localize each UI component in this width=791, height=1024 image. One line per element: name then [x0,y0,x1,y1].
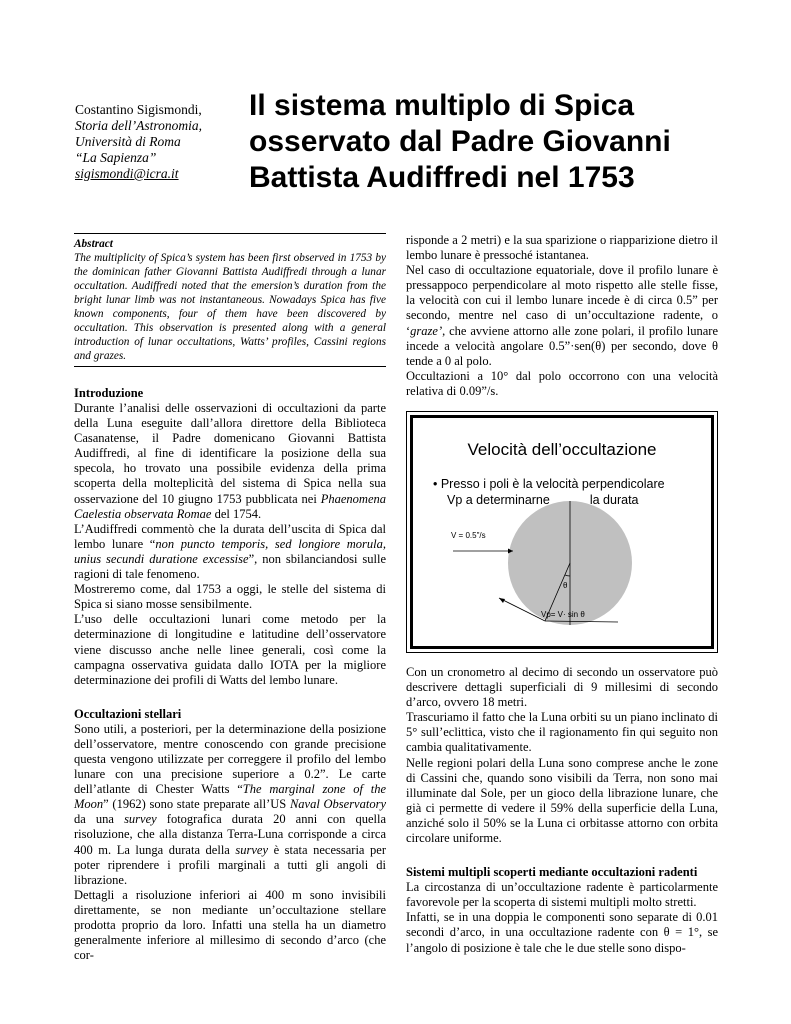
occultazioni-paragraph-2: Dettagli a risoluzione inferiori ai 400 m sono invisibili direttamente, se non mediante un’occultazione stellare prodotta proprio da loro. Infatti una stella ha un diametro generalmente inferiore al millesimo di secondo d’arco (che cor- [74,887,386,963]
right-paragraph-6: Nelle regioni polari della Luna sono comprese anche le zone di Cassini che, quando sono visibili da Terra, non sono mai illuminate dal Sole, per un gioco della librazione lunare, che già ci permette di vedere il 59% della superficie della Luna, anziché solo il 50% se la Luna ci orbitasse attorno con orbita circolare uniforme. [406,755,718,846]
right-column-bottom [406,665,718,956]
velocity-label: V = 0.5"/s [451,531,486,540]
right-paragraph-3: Occultazioni a 10° dal polo occorrono con una velocità relativa di 0.09”/s. [406,368,718,398]
abstract [74,233,386,367]
left-column [74,233,386,963]
section-heading-occultazioni: Occultazioni stellari [74,706,182,721]
author-university: Università di Roma [75,134,181,149]
theta-label: θ [563,581,568,590]
abstract-text: The multiplicity of Spica’s system has been first observed in 1753 by the dominican father Giovanni Battista Audiffredi through a lunar occultation. Audiffredi noted that the emersion’s duration from the bright lunar limb was not instantaneous. Nowadays Spica has five known components, four of them have been discovered by occultation. This observation is presented along with a general introduction of lunar occultations, Watts’ profiles, Cassini regions and grazes. [74,252,386,362]
vp-arrowhead [499,598,505,603]
occultazioni-paragraph-1: Sono utili, a posteriori, per la determinazione della posizione dell’osservatore, mentre conoscendo con grande precisione questa vengono utilizzate per correggere il profilo del lembo lunare con una precisione superiore a 0.2”. Le carte dell’atlante di Chester Watts “The marginal zone of the Moon” (1962) sono state preparate all’US Naval Observatory da una survey fotografica durata 20 anni con quella risoluzione, che alla distanza Terra-Luna corrisponde a circa 400 m. La lunga durata della survey è stata necessaria per poter riprendere i profili marginali a tutti gli angoli di librazione. [74,721,387,887]
paper-title: Il sistema multiplo di Spica osservato dal Padre Giovanni Battista Audiffredi nel 1753 [249,89,671,194]
slide-title: Velocità dell’occultazione [467,440,657,459]
right-column-top [406,233,718,399]
right-paragraph-4: Con un cronometro al decimo di secondo un osservatore può descrivere dettagli superficiali di 9 millesimi di secondo d’arco, ovvero 18 metri. [406,665,718,710]
intro-paragraph-4: L’uso delle occultazioni lunari come metodo per la determinazione di longitudine e latitudine dell’osservatore viene discusso anche nelle linee generali, così come la campagna osservativa guidata dallo IOTA per la migliore determinazione dei profili di Watts del lembo lunare. [74,612,386,687]
slide-bullet-line-2: Vp a determinarne la durata [447,493,639,507]
slide-panel [410,415,714,649]
author-email-link[interactable]: sigismondi@icra.it [75,166,179,181]
right-paragraph-1: risponde a 2 metri) e la sua sparizione o riapparizione dietro il lembo lunare è pressoché istantanea. [406,233,718,263]
author-university-name: “La Sapienza” [75,150,157,165]
right-paragraph-5: Trascuriamo il fatto che la Luna orbiti su un piano inclinato di 5° sull’eclittica, visto che il ragionamento fin qui seguito non cambia qualitativamente. [406,710,718,755]
sistemi-paragraph-1: La circostanza di un’occultazione radente è particolarmente favorevole per la scoperta di sistemi multipli molto stretti. [406,880,718,910]
author-name: Costantino Sigismondi, [75,102,202,117]
figure-slide [406,411,718,653]
intro-paragraph-2: L’Audiffredi commentò che la durata dell’uscita di Spica dal lembo lunare “non puncto temporis, sed longiore morula, unius secundi duratione excessise”, non sbilanciandosi sulle ragioni di tale fenomeno. [74,521,387,582]
intro-paragraph-1: Durante l’analisi delle osservazioni di occultazioni da parte della Luna eseguite dall’allora direttore della Biblioteca Casanatense, il Padre domenicano Giovanni Battista Audiffredi, al fine di identificare la posizione della sua specola, ho trovato una possibile evidenza della prima scoperta della molteplicità del sistema di Spica nella sua osservazione del 10 giugno 1753 pubblicata nei Phaenomena Caelestia observata Romae del 1754. [74,401,386,521]
author-block [75,102,235,182]
right-paragraph-2: Nel caso di occultazione equatoriale, dove il profilo lunare è pressappoco perpendicolare al moto rispetto alle stelle fisse, la velocità con cui il lembo lunare incede è di circa 0.5” per secondo, mentre nel caso di un’occultazione radente, o ‘graze’, che avviene attorno alle zone polari, il profilo lunare incede a velocità angolare 0.5”·sen(θ) per secondo, dove θ tende a 0 al polo. [406,263,718,368]
slide-bullet-line-1: • Presso i poli è la velocità perpendicolare [433,477,665,491]
section-heading-introduzione: Introduzione [74,386,144,400]
section-heading-sistemi: Sistemi multipli scoperti mediante occultazioni radenti [406,865,698,880]
author-affiliation: Storia dell’Astronomia, [75,118,202,133]
intro-paragraph-3: Mostreremo come, dal 1753 a oggi, le stelle del sistema di Spica si siano mosse sensibilmente. [74,582,386,612]
sistemi-paragraph-2: Infatti, se in una doppia le componenti sono separate di 0.01 secondi d’arco, in una occultazione radente con θ = 1°, se l’angolo di posizione è tale che le due stelle sono dispo- [406,910,718,955]
abstract-heading: Abstract [74,238,113,250]
vp-label: Vp= V· sin θ [541,610,585,619]
slide-bullet [433,476,665,508]
